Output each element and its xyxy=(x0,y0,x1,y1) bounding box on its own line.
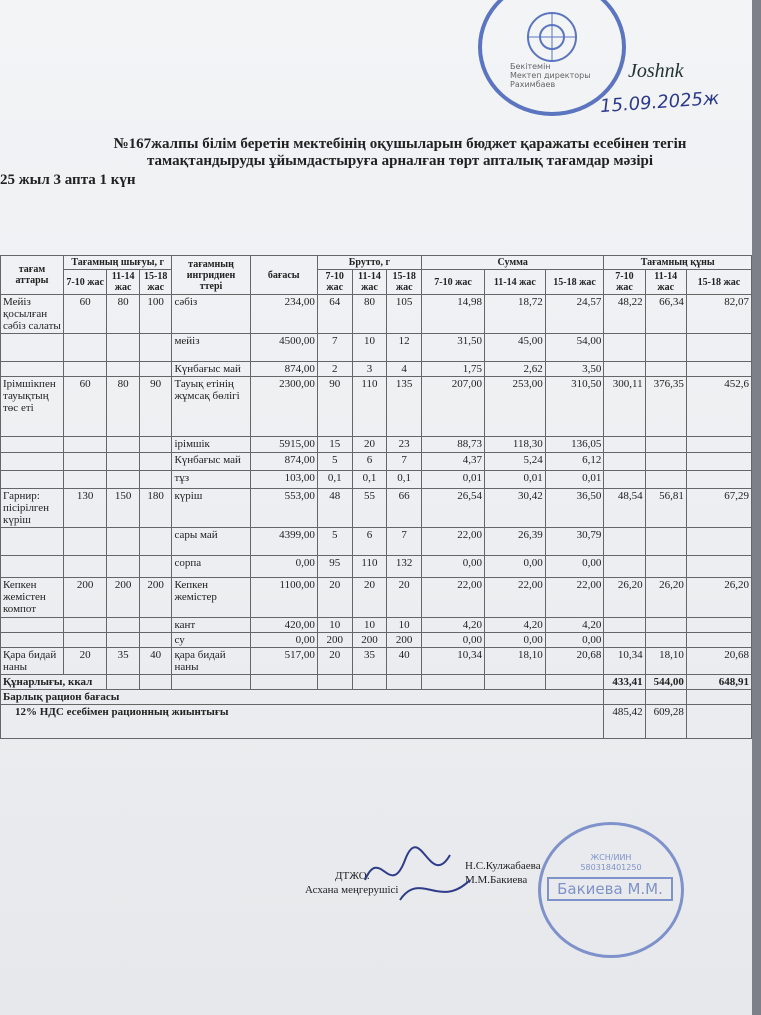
ingredient-cell: сорпа xyxy=(172,556,250,578)
dish-cell xyxy=(1,556,64,578)
col-nutrition: Тағамның құны xyxy=(604,256,752,270)
ingredient-cell: Кепкен жемістер xyxy=(172,578,250,618)
nutrition-cell xyxy=(645,618,686,633)
sum-cell: 0,00 xyxy=(545,556,604,578)
document-subtitle: тамақтандыруды ұйымдастыруға арналған төрт апталық тағамдар мәзірі xyxy=(146,153,653,169)
sum-cell: 310,50 xyxy=(545,377,604,437)
price-cell: 5915,00 xyxy=(250,437,317,453)
sum-cell: 22,00 xyxy=(545,578,604,618)
brutto-cell: 6 xyxy=(352,528,387,556)
nutrition-cell: 48,22 xyxy=(604,295,645,334)
price-cell: 234,00 xyxy=(250,295,317,334)
sum-cell: 18,72 xyxy=(484,295,545,334)
table-row xyxy=(1,489,752,528)
brutto-cell: 5 xyxy=(317,528,352,556)
age-header: 15-18 жас xyxy=(545,270,604,295)
vat-cell: 609,28 xyxy=(645,705,686,739)
table-row xyxy=(1,528,752,556)
sum-cell: 22,00 xyxy=(484,578,545,618)
yield-cell xyxy=(139,556,172,578)
yield-cell xyxy=(107,556,140,578)
nutrition-cell: 26,20 xyxy=(645,578,686,618)
nutrition-cell: 82,07 xyxy=(686,295,751,334)
col-ingredients: тағамның ингридиен ттері xyxy=(172,256,250,295)
price-cell: 874,00 xyxy=(250,362,317,377)
brutto-cell: 90 xyxy=(317,377,352,437)
table-row xyxy=(1,377,752,437)
nutrition-cell xyxy=(645,528,686,556)
yield-cell xyxy=(139,437,172,453)
personal-stamp xyxy=(538,822,684,958)
yield-cell xyxy=(63,453,106,471)
brutto-cell: 95 xyxy=(317,556,352,578)
dish-cell xyxy=(1,633,64,648)
nutrition-cell xyxy=(645,453,686,471)
brutto-cell: 10 xyxy=(352,334,387,362)
yield-cell xyxy=(63,618,106,633)
nutrition-cell: 56,81 xyxy=(645,489,686,528)
nutrition-cell xyxy=(686,471,751,489)
sum-cell: 5,24 xyxy=(484,453,545,471)
sum-cell: 30,42 xyxy=(484,489,545,528)
dish-cell xyxy=(1,471,64,489)
yield-cell: 80 xyxy=(107,377,140,437)
price-cell: 4399,00 xyxy=(250,528,317,556)
vat-label: 12% НДС есебімен рационның жиынтығы xyxy=(1,705,604,739)
age-header: 11-14 жас xyxy=(107,270,140,295)
age-header: 7-10 жас xyxy=(422,270,485,295)
signature-left2: Асхана меңгерушісі xyxy=(305,884,399,896)
brutto-cell: 80 xyxy=(352,295,387,334)
yield-cell xyxy=(63,437,106,453)
yield-cell: 150 xyxy=(107,489,140,528)
sum-cell: 118,30 xyxy=(484,437,545,453)
nutrition-cell: 48,54 xyxy=(604,489,645,528)
nutrition-cell: 452,6 xyxy=(686,377,751,437)
total-price-label: Барлық рацион бағасы xyxy=(1,690,604,705)
col-price: бағасы xyxy=(250,256,317,295)
sum-cell: 31,50 xyxy=(422,334,485,362)
col-dish: тағам аттары xyxy=(1,256,64,295)
sum-cell: 26,54 xyxy=(422,489,485,528)
dish-cell: Мейіз қосылған сәбіз салаты xyxy=(1,295,64,334)
nutrition-cell xyxy=(686,528,751,556)
brutto-cell: 35 xyxy=(352,648,387,675)
table-row xyxy=(1,362,752,377)
vat-cell: 485,42 xyxy=(604,705,645,739)
nutrition-cell xyxy=(604,471,645,489)
sum-cell: 88,73 xyxy=(422,437,485,453)
yield-cell: 90 xyxy=(139,377,172,437)
yield-cell xyxy=(107,362,140,377)
nutrition-cell: 376,35 xyxy=(645,377,686,437)
ingredient-cell: сары май xyxy=(172,528,250,556)
age-header: 7-10 жас xyxy=(63,270,106,295)
sum-cell: 26,39 xyxy=(484,528,545,556)
col-brutto: Брутто, г xyxy=(317,256,421,270)
brutto-cell: 7 xyxy=(317,334,352,362)
price-cell: 1100,00 xyxy=(250,578,317,618)
price-cell: 4500,00 xyxy=(250,334,317,362)
col-sum: Сумма xyxy=(422,256,604,270)
yield-cell: 20 xyxy=(63,648,106,675)
age-header: 7-10 жас xyxy=(604,270,645,295)
yield-cell xyxy=(139,334,172,362)
stamp-number: 580318401250 xyxy=(580,863,642,872)
table-row xyxy=(1,618,752,633)
sum-cell: 253,00 xyxy=(484,377,545,437)
age-header: 7-10 жас xyxy=(317,270,352,295)
yield-cell xyxy=(107,471,140,489)
brutto-cell: 0,1 xyxy=(317,471,352,489)
sum-cell: 36,50 xyxy=(545,489,604,528)
nutrition-cell xyxy=(645,334,686,362)
handwritten-signature xyxy=(360,840,480,910)
table-row xyxy=(1,648,752,675)
menu-table xyxy=(0,255,752,739)
yield-cell xyxy=(63,528,106,556)
yield-cell xyxy=(139,528,172,556)
sum-cell: 10,34 xyxy=(422,648,485,675)
sum-cell: 4,37 xyxy=(422,453,485,471)
brutto-cell: 5 xyxy=(317,453,352,471)
seal-line: Рахимбаев xyxy=(510,80,556,89)
signature-left1: ДТЖО: xyxy=(335,870,370,882)
yield-cell xyxy=(63,334,106,362)
age-header-row xyxy=(1,270,752,295)
sum-cell: 0,00 xyxy=(484,556,545,578)
yield-cell: 35 xyxy=(107,648,140,675)
brutto-cell: 40 xyxy=(387,648,422,675)
approval-signature: Joshnk xyxy=(628,60,684,82)
nutrition-cell xyxy=(604,633,645,648)
nutrition-cell xyxy=(686,618,751,633)
total-price-cell: 544,00 xyxy=(645,675,686,690)
brutto-cell: 110 xyxy=(352,377,387,437)
ingredient-cell: сәбіз xyxy=(172,295,250,334)
table-row xyxy=(1,471,752,489)
date-line: 25 жыл 3 апта 1 күн xyxy=(0,172,136,188)
brutto-cell: 3 xyxy=(352,362,387,377)
brutto-cell: 20 xyxy=(352,437,387,453)
sum-cell: 54,00 xyxy=(545,334,604,362)
nutrition-cell: 26,20 xyxy=(604,578,645,618)
nutrition-cell xyxy=(604,618,645,633)
yield-cell xyxy=(107,334,140,362)
nutrition-cell: 20,68 xyxy=(686,648,751,675)
yield-cell: 40 xyxy=(139,648,172,675)
nutrition-cell xyxy=(604,528,645,556)
sum-cell: 2,62 xyxy=(484,362,545,377)
yield-cell: 180 xyxy=(139,489,172,528)
header-row xyxy=(1,256,752,270)
yield-cell xyxy=(107,437,140,453)
table-row xyxy=(1,633,752,648)
brutto-cell: 105 xyxy=(387,295,422,334)
brutto-cell: 0,1 xyxy=(352,471,387,489)
yield-cell: 200 xyxy=(107,578,140,618)
yield-cell xyxy=(107,528,140,556)
nutrition-cell: 67,29 xyxy=(686,489,751,528)
brutto-cell: 20 xyxy=(317,648,352,675)
ingredient-cell: қара бидай наны xyxy=(172,648,250,675)
sum-cell: 0,00 xyxy=(545,633,604,648)
age-header: 11-14 жас xyxy=(484,270,545,295)
yield-cell: 100 xyxy=(139,295,172,334)
vat-row xyxy=(1,705,752,739)
seal-line: Бекітемін xyxy=(510,62,551,71)
nutrition-cell xyxy=(645,362,686,377)
ingredient-cell: мейіз xyxy=(172,334,250,362)
brutto-cell: 64 xyxy=(317,295,352,334)
nutrition-cell xyxy=(604,362,645,377)
ingredient-cell: ірімшік xyxy=(172,437,250,453)
sum-cell: 4,20 xyxy=(422,618,485,633)
age-header: 11-14 жас xyxy=(645,270,686,295)
dish-cell xyxy=(1,618,64,633)
dish-cell xyxy=(1,437,64,453)
dish-cell xyxy=(1,453,64,471)
dish-cell xyxy=(1,362,64,377)
sum-cell: 30,79 xyxy=(545,528,604,556)
signature-right2: М.М.Бакиева xyxy=(465,874,528,886)
sum-cell: 1,75 xyxy=(422,362,485,377)
age-header: 15-18 жас xyxy=(139,270,172,295)
nutrition-cell: 10,34 xyxy=(604,648,645,675)
total-price-row xyxy=(1,690,752,705)
yield-cell xyxy=(63,556,106,578)
yield-cell xyxy=(139,633,172,648)
sum-cell: 3,50 xyxy=(545,362,604,377)
dish-cell: Гарнир: пісірілген күріш xyxy=(1,489,64,528)
brutto-cell: 7 xyxy=(387,453,422,471)
age-header: 15-18 жас xyxy=(686,270,751,295)
brutto-cell: 110 xyxy=(352,556,387,578)
table-row xyxy=(1,578,752,618)
ingredient-cell: Тауық етінің жұмсақ бөлігі xyxy=(172,377,250,437)
kcal-row xyxy=(1,675,752,690)
sum-cell: 24,57 xyxy=(545,295,604,334)
yield-cell: 130 xyxy=(63,489,106,528)
nutrition-cell xyxy=(604,453,645,471)
brutto-cell: 20 xyxy=(352,578,387,618)
dish-cell: Ірімшікпен тауықтың төс еті xyxy=(1,377,64,437)
sum-cell: 136,05 xyxy=(545,437,604,453)
sum-cell: 0,00 xyxy=(484,633,545,648)
sum-cell: 22,00 xyxy=(422,528,485,556)
brutto-cell: 20 xyxy=(387,578,422,618)
vat-cell xyxy=(686,705,751,739)
sum-cell: 0,01 xyxy=(545,471,604,489)
sum-cell: 0,00 xyxy=(422,633,485,648)
brutto-cell: 23 xyxy=(387,437,422,453)
sum-cell: 4,20 xyxy=(545,618,604,633)
ingredient-cell: тұз xyxy=(172,471,250,489)
price-cell: 420,00 xyxy=(250,618,317,633)
sum-cell: 6,12 xyxy=(545,453,604,471)
sum-cell: 22,00 xyxy=(422,578,485,618)
brutto-cell: 200 xyxy=(387,633,422,648)
nutrition-cell xyxy=(604,437,645,453)
price-cell: 103,00 xyxy=(250,471,317,489)
nutrition-cell xyxy=(686,362,751,377)
col-yield: Тағамның шығуы, г xyxy=(63,256,172,270)
brutto-cell: 10 xyxy=(317,618,352,633)
sum-cell: 14,98 xyxy=(422,295,485,334)
price-cell: 874,00 xyxy=(250,453,317,471)
brutto-cell: 48 xyxy=(317,489,352,528)
brutto-cell: 15 xyxy=(317,437,352,453)
sum-cell: 20,68 xyxy=(545,648,604,675)
brutto-cell: 4 xyxy=(387,362,422,377)
ingredient-cell: кант xyxy=(172,618,250,633)
brutto-cell: 55 xyxy=(352,489,387,528)
approval-date: 15.09.2025ж xyxy=(599,87,720,118)
yield-cell xyxy=(63,471,106,489)
yield-cell xyxy=(139,453,172,471)
stamp-top-text: ЖСН/ИИН xyxy=(590,853,632,862)
dish-cell xyxy=(1,334,64,362)
nutrition-cell xyxy=(686,556,751,578)
brutto-cell: 66 xyxy=(387,489,422,528)
document-title: №167жалпы білім беретін мектебінің оқушыларын бюджет қаражаты есебінен тегін xyxy=(113,136,687,152)
brutto-cell: 20 xyxy=(317,578,352,618)
nutrition-cell xyxy=(645,471,686,489)
yield-cell: 60 xyxy=(63,377,106,437)
yield-cell xyxy=(63,633,106,648)
yield-cell xyxy=(139,471,172,489)
yield-cell: 60 xyxy=(63,295,106,334)
table-row xyxy=(1,295,752,334)
sum-cell: 207,00 xyxy=(422,377,485,437)
age-header: 15-18 жас xyxy=(387,270,422,295)
ingredient-cell: Күнбағыс май xyxy=(172,362,250,377)
yield-cell xyxy=(139,362,172,377)
sum-cell: 4,20 xyxy=(484,618,545,633)
yield-cell: 200 xyxy=(139,578,172,618)
brutto-cell: 132 xyxy=(387,556,422,578)
table-row xyxy=(1,334,752,362)
yield-cell: 200 xyxy=(63,578,106,618)
sum-cell: 45,00 xyxy=(484,334,545,362)
nutrition-cell xyxy=(686,437,751,453)
sum-cell: 18,10 xyxy=(484,648,545,675)
nutrition-cell: 18,10 xyxy=(645,648,686,675)
yield-cell xyxy=(107,618,140,633)
nutrition-cell xyxy=(686,453,751,471)
age-header: 11-14 жас xyxy=(352,270,387,295)
price-cell: 0,00 xyxy=(250,633,317,648)
signature-right1: Н.С.Кулжабаева xyxy=(465,860,541,872)
table-row xyxy=(1,556,752,578)
price-cell: 0,00 xyxy=(250,556,317,578)
brutto-cell: 6 xyxy=(352,453,387,471)
dish-cell xyxy=(1,528,64,556)
nutrition-cell xyxy=(604,556,645,578)
price-cell: 517,00 xyxy=(250,648,317,675)
brutto-cell: 2 xyxy=(317,362,352,377)
yield-cell xyxy=(63,362,106,377)
nutrition-cell xyxy=(686,633,751,648)
total-price-cell: 648,91 xyxy=(686,675,751,690)
dish-cell: Қара бидай наны xyxy=(1,648,64,675)
yield-cell: 80 xyxy=(107,295,140,334)
nutrition-cell: 26,20 xyxy=(686,578,751,618)
brutto-cell: 10 xyxy=(352,618,387,633)
nutrition-cell: 300,11 xyxy=(604,377,645,437)
yield-cell xyxy=(107,633,140,648)
sum-cell: 0,01 xyxy=(422,471,485,489)
nutrition-cell xyxy=(686,334,751,362)
yield-cell xyxy=(107,453,140,471)
yield-cell xyxy=(139,618,172,633)
brutto-cell: 10 xyxy=(387,618,422,633)
brutto-cell: 0,1 xyxy=(387,471,422,489)
brutto-cell: 135 xyxy=(387,377,422,437)
kcal-label: Құнарлығы, ккал xyxy=(1,675,107,690)
ingredient-cell: су xyxy=(172,633,250,648)
table-row xyxy=(1,437,752,453)
stamp-name: Бакиева М.М. xyxy=(547,877,673,901)
sum-cell: 0,00 xyxy=(422,556,485,578)
ingredient-cell: Күнбағыс май xyxy=(172,453,250,471)
brutto-cell: 200 xyxy=(352,633,387,648)
total-price-cell: 433,41 xyxy=(604,675,645,690)
ingredient-cell: күріш xyxy=(172,489,250,528)
brutto-cell: 200 xyxy=(317,633,352,648)
dish-cell: Кепкен жемістен компот xyxy=(1,578,64,618)
sum-cell: 0,01 xyxy=(484,471,545,489)
nutrition-cell xyxy=(645,556,686,578)
seal-line: Мектеп директоры xyxy=(510,71,591,80)
nutrition-cell xyxy=(645,633,686,648)
table-row xyxy=(1,453,752,471)
price-cell: 2300,00 xyxy=(250,377,317,437)
nutrition-cell xyxy=(604,334,645,362)
nutrition-cell: 66,34 xyxy=(645,295,686,334)
nutrition-cell xyxy=(645,437,686,453)
brutto-cell: 12 xyxy=(387,334,422,362)
brutto-cell: 7 xyxy=(387,528,422,556)
price-cell: 553,00 xyxy=(250,489,317,528)
